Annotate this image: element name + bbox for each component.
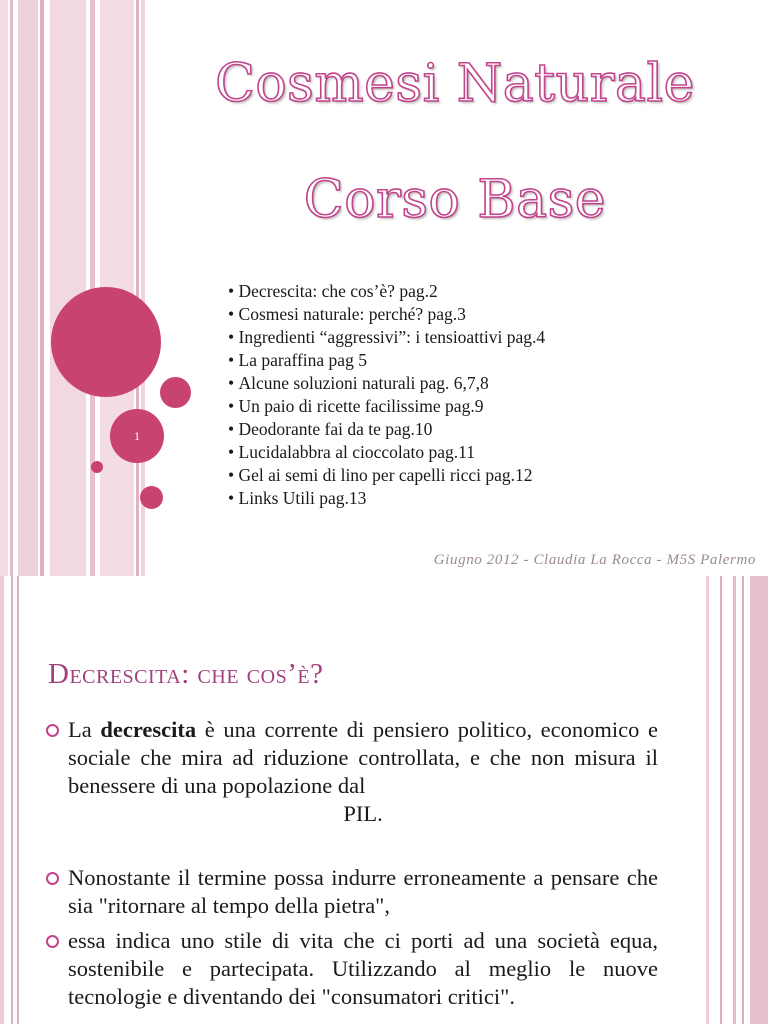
decor-line: [17, 576, 19, 1024]
toc-item: • La paraffina pag 5: [228, 349, 545, 372]
decor-stripe: [50, 0, 86, 576]
decor-line: [706, 576, 709, 1024]
toc-item: • Alcune soluzioni naturali pag. 6,7,8: [228, 372, 545, 395]
decor-circle-small: [91, 461, 103, 473]
title-line-1: Cosmesi Naturale: [215, 54, 695, 114]
table-of-contents: [228, 280, 545, 510]
decor-line: [11, 576, 13, 1024]
decor-circle-large: [51, 287, 161, 397]
decor-line: [750, 576, 768, 1024]
slide-footer: Giugno 2012 - Claudia La Rocca - M5S Palermo: [433, 552, 756, 568]
toc-item: • Decrescita: che cos’è? pag.2: [228, 280, 545, 303]
decor-stripe: [136, 0, 139, 576]
decor-stripe: [0, 0, 8, 576]
bullet-text: La: [68, 717, 101, 742]
decor-circle: [140, 486, 163, 509]
toc-item: • Links Utili pag.13: [228, 487, 545, 510]
title-line-2: Corso Base: [303, 170, 607, 230]
decor-line: [742, 576, 744, 1024]
decor-line: [720, 576, 722, 1024]
slide-title: Decrescita: che cos’è?: [48, 658, 324, 690]
slide-2: [0, 576, 768, 1024]
toc-item: • Un paio di ricette facilissime pag.9: [228, 395, 545, 418]
toc-item: • Deodorante fai da te pag.10: [228, 418, 545, 441]
toc-item: • Lucidalabbra al cioccolato pag.11: [228, 441, 545, 464]
decor-line: [733, 576, 736, 1024]
bullet-text-last: PIL.: [343, 801, 383, 826]
bullet-nonostante: Nonostante il termine possa indurre erroneamente a pensare che sia "ritornare al tempo della pietra",: [68, 865, 658, 918]
decor-circle: [160, 377, 191, 408]
bullet-bold-term: decrescita: [100, 717, 197, 742]
toc-item: • Ingredienti “aggressivi”: i tensioattivi pag.4: [228, 326, 545, 349]
page-number: 1: [134, 429, 140, 443]
toc-item: • Gel ai semi di lino per capelli ricci pag.12: [228, 464, 545, 487]
bullet-stile-di-vita: essa indica uno stile di vita che ci porti ad una società equa, sostenibile e partecipata. Utilizzando al meglio le nuove tecnologie e diventando dei "consumatori critici".: [68, 928, 658, 1009]
decor-stripe: [40, 0, 44, 576]
decor-stripe: [10, 0, 13, 576]
toc-item: • Cosmesi naturale: perché? pag.3: [228, 303, 545, 326]
bullet-decrescita: [68, 716, 658, 828]
decor-stripe: [18, 0, 38, 576]
decor-line: [0, 576, 4, 1024]
bullet-text: è una corrente di pensiero politico, economico e sociale che mira ad riduzione controllata, e che non misura il benessere di una popolazione dal: [68, 717, 658, 798]
